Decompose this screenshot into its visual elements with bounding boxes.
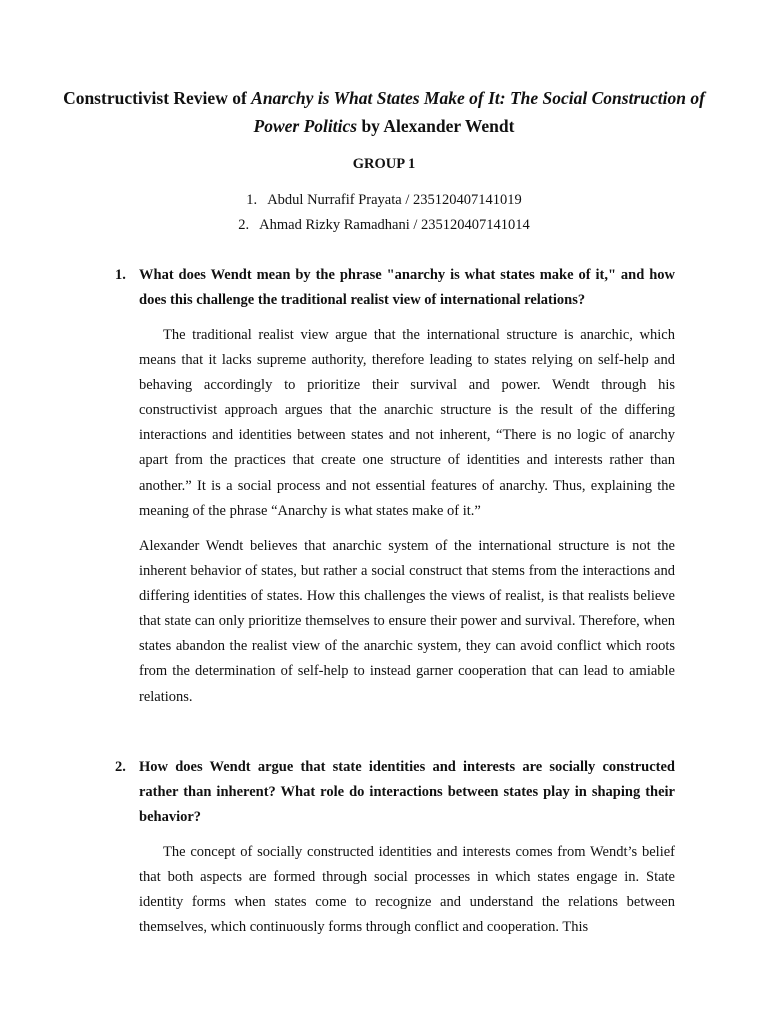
question-text: How does Wendt argue that state identities and interests are socially constructed rather than inherent? What role do interactions between states play in shaping their behavior? (139, 759, 675, 825)
title-suffix: by Alexander Wendt (357, 116, 515, 136)
title-book-name: Anarchy is What States Make of It: The Social Construction of Power Politics (251, 88, 705, 136)
question-1 (115, 263, 675, 313)
question-text: What does Wendt mean by the phrase "anarchy is what states make of it," and how does this challenge the traditional realist view of international relations? (139, 267, 675, 308)
question-2 (115, 755, 675, 830)
answer-2-paragraph-1: The concept of socially constructed identities and interests comes from Wendt’s belief that both aspects are formed through social processes in which states engage in. State identity forms when states come to recognize and understand the relations between themselves, which continuously forms through conflict and cooperation. This (139, 844, 675, 936)
document-title (60, 84, 708, 140)
title-prefix: Constructivist Review of (63, 88, 252, 108)
member-item: 1. Abdul Nurrafif Prayata / 235120407141019 (246, 192, 522, 208)
member-item: 2. Ahmad Rizky Ramadhani / 235120407141014 (238, 217, 530, 233)
group-heading: GROUP 1 (352, 156, 416, 172)
answer-1-paragraph-2: Alexander Wendt believes that anarchic system of the international structure is not the inherent behavior of states, but rather a social construct that stems from the interactions and differing identities of states. How this challenges the views of realist, is that realists believe that state can only prioritize themselves to ensure their power and survival. Therefore, when states abandon the realist view of the anarchic system, they can avoid conflict which roots from the determination of self-help to instead garner cooperation that can lead to amiable relations. (139, 538, 675, 705)
answer-1-paragraph-1: The traditional realist view argue that the international structure is anarchic, which means that it lacks supreme authority, therefore leading to states relying on self-help and behaving accordingly to prioritize their survival and power. Wendt through his constructivist approach argues that the anarchic structure is the result of the differing interactions and identities between states and not inherent, “There is no logic of anarchy apart from the practices that create one structure of identities and interests rather than another.” It is a social process and not essential features of anarchy. Thus, explaining the meaning of the phrase “Anarchy is what states make of it.” (139, 327, 675, 519)
question-number: 1. (115, 267, 126, 283)
question-number: 2. (115, 759, 126, 775)
member-list (60, 188, 708, 238)
